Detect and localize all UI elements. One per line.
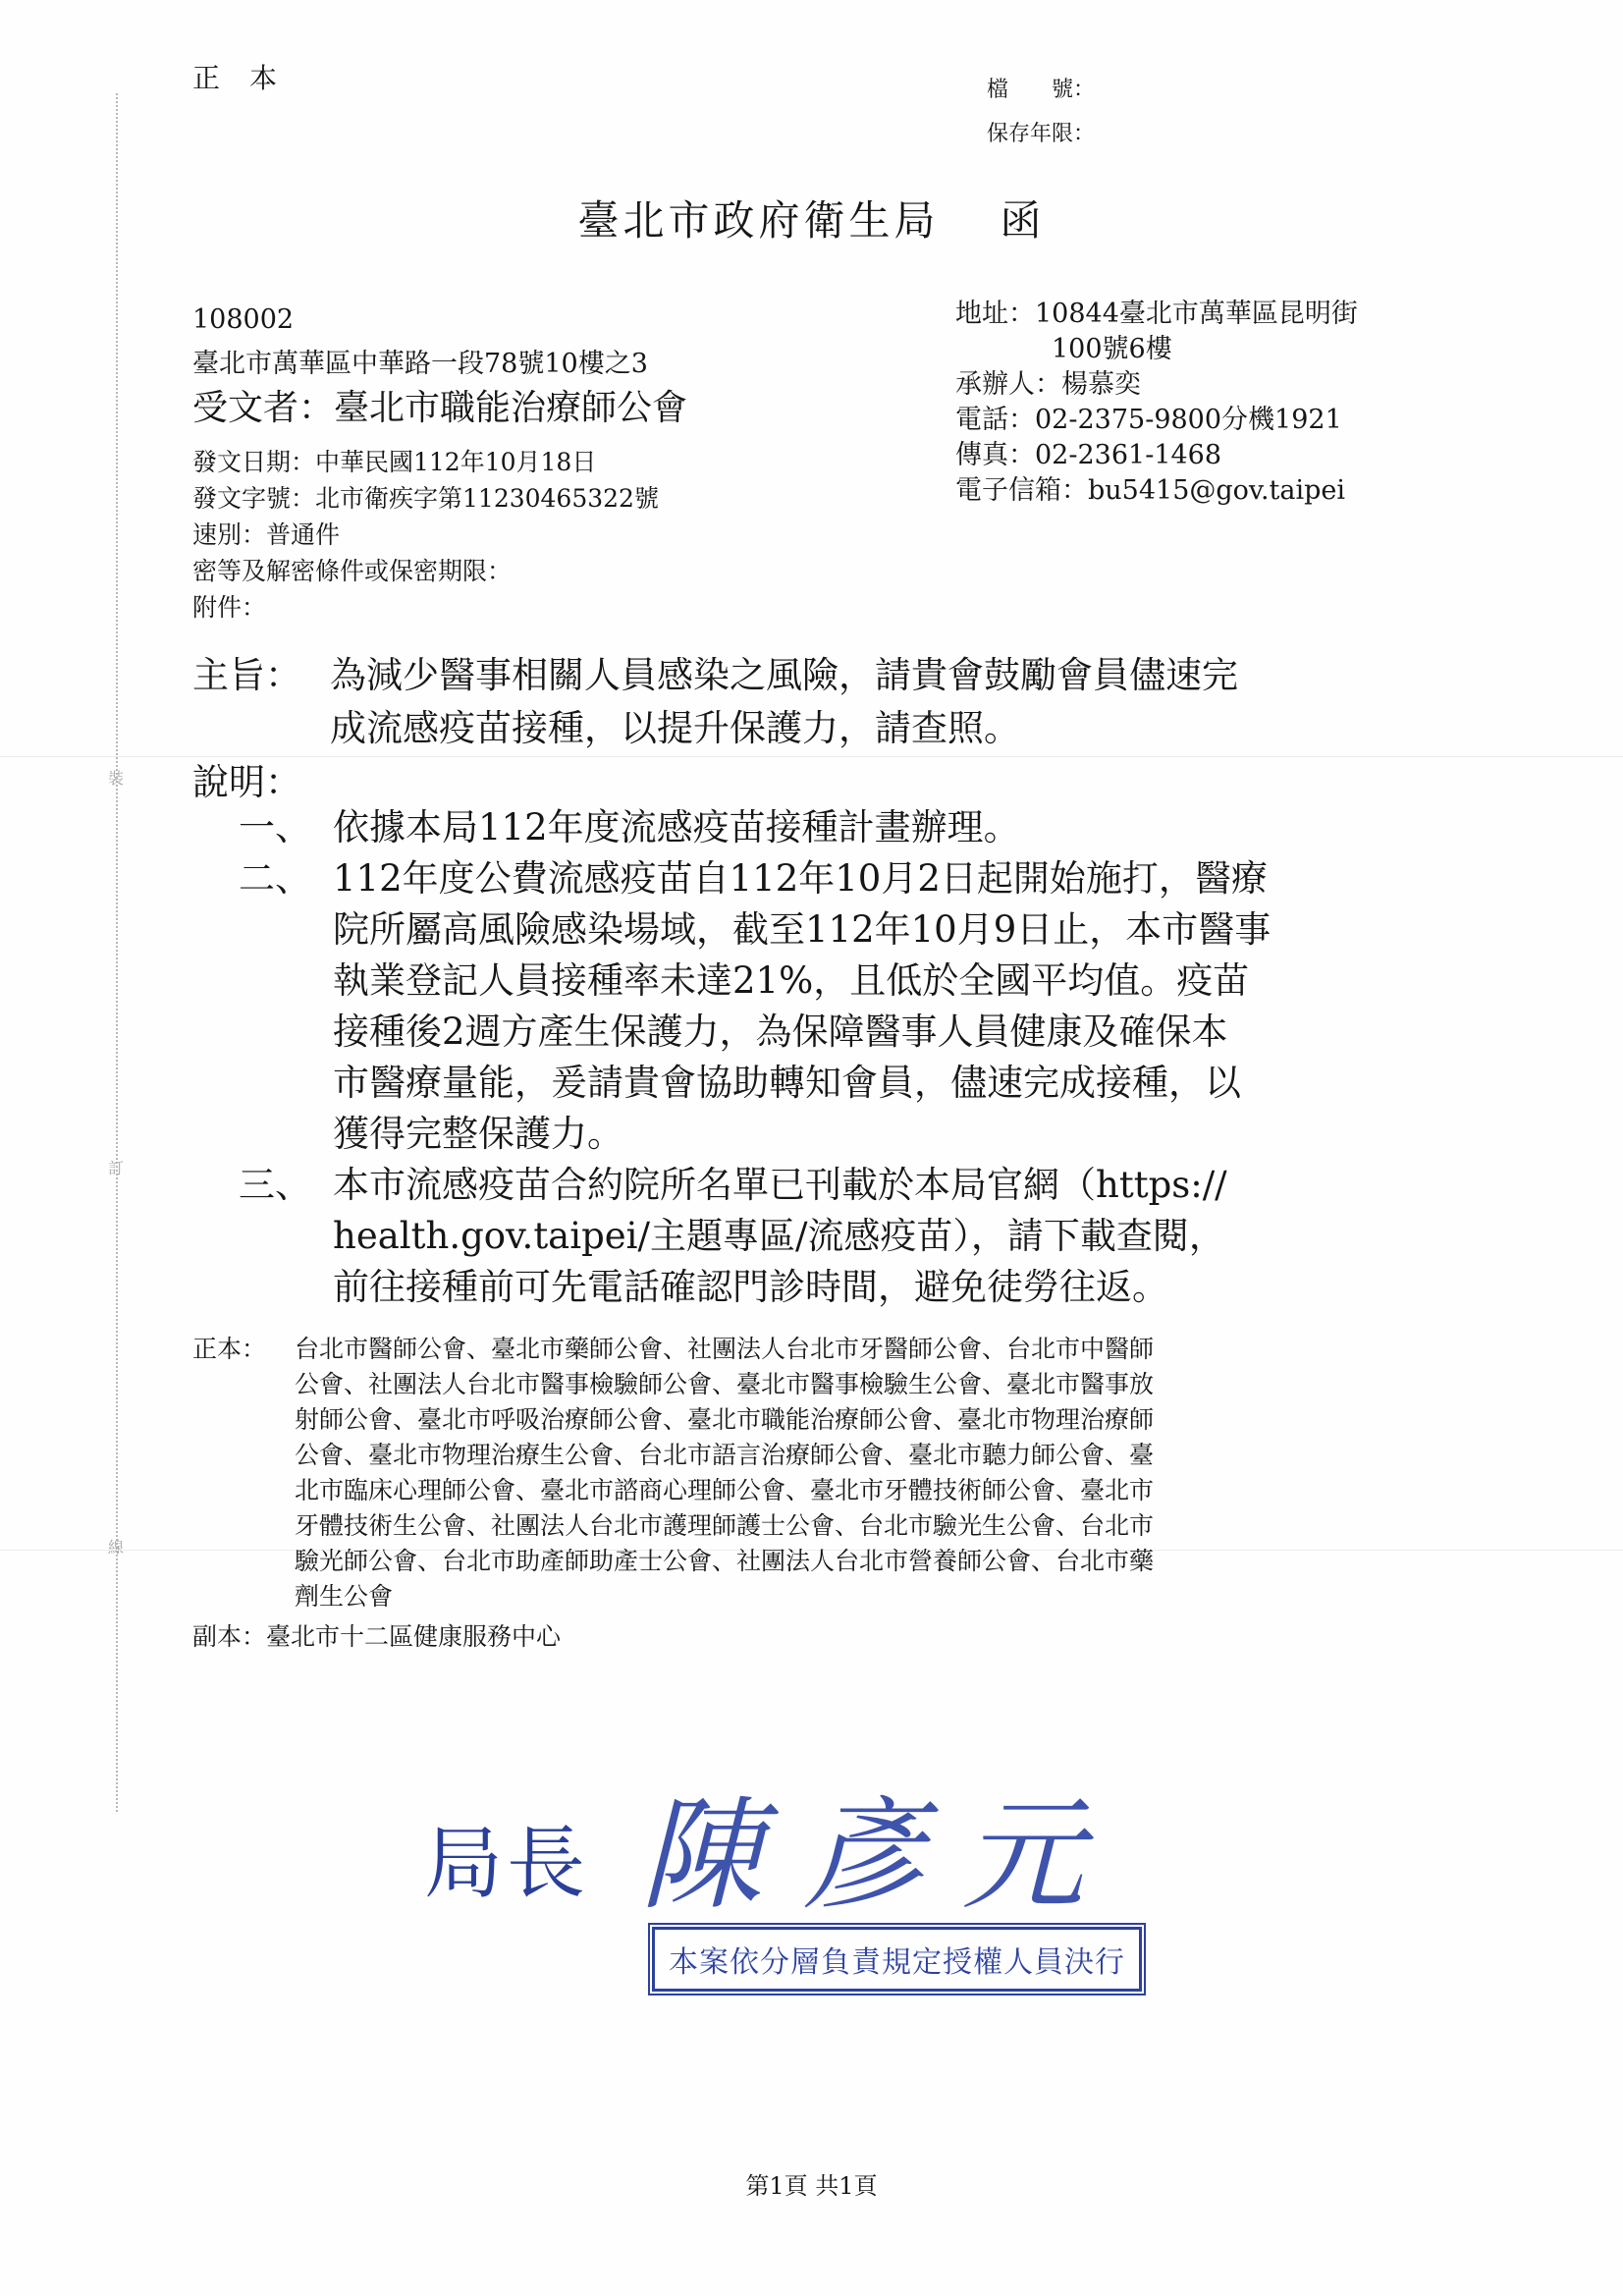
cc-line: 劑生公會 bbox=[295, 1582, 394, 1611]
issue-date: 發文日期：中華民國112年10月18日 bbox=[192, 448, 597, 476]
item-line: 執業登記人員接種率未達21%，且低於全國平均值。疫苗 bbox=[333, 959, 1250, 1002]
document-title bbox=[0, 189, 1623, 247]
document-number: 發文字號：北市衛疾字第11230465322號 bbox=[192, 484, 659, 513]
document-meta bbox=[192, 444, 659, 626]
item-line: 接種後2週方產生保護力，為保障醫事人員健康及確保本 bbox=[333, 1011, 1228, 1053]
delegation-stamp: 本案依分層負責規定授權人員決行 bbox=[652, 1927, 1142, 1992]
cc-line: 台北市醫師公會、臺北市藥師公會、社團法人台北市牙醫師公會、台北市中醫師 bbox=[295, 1335, 1155, 1363]
explanation-item-1 bbox=[239, 802, 1271, 853]
cc-line: 北市臨床心理師公會、臺北市諮商心理師公會、臺北市牙體技術師公會、臺北市 bbox=[295, 1476, 1155, 1504]
attachment: 附件： bbox=[192, 593, 267, 622]
item-number: 一、 bbox=[239, 806, 311, 848]
director-title: 局長 bbox=[424, 1818, 589, 1909]
retention-period-label: 保存年限： bbox=[987, 122, 1096, 146]
sender-phone: 電話：02-2375-9800分機1921 bbox=[955, 405, 1342, 435]
binding-mark: 訂 bbox=[108, 1159, 125, 1177]
issuing-agency: 臺北市政府衛生局 bbox=[577, 196, 940, 245]
sender-fax: 傳真：02-2361-1468 bbox=[955, 440, 1222, 470]
sender-address-cont: 100號6樓 bbox=[1052, 334, 1172, 364]
copy-label: 正本 bbox=[192, 62, 307, 94]
binding-mark: 裝 bbox=[108, 769, 125, 788]
director-signature-stamp: 陳彥元 bbox=[640, 1785, 1124, 1927]
sender-address: 地址：10844臺北市萬華區昆明街 bbox=[955, 299, 1358, 329]
explanation-item-3 bbox=[239, 1160, 1271, 1313]
item-line: 112年度公費流感疫苗自112年10月2日起開始施打，醫療 bbox=[333, 857, 1268, 900]
recipient-postcode: 108002 bbox=[192, 304, 295, 335]
file-number-label: 檔 號： bbox=[987, 78, 1096, 102]
subject-line: 為減少醫事相關人員感染之風險，請貴會鼓勵會員儘速完 bbox=[330, 654, 1238, 696]
security-class: 密等及解密條件或保密期限： bbox=[192, 557, 513, 585]
cc-line: 公會、社團法人台北市醫事檢驗師公會、臺北市醫事檢驗生公會、臺北市醫事放 bbox=[295, 1370, 1155, 1398]
sender-contact: 承辦人：楊慕奕 bbox=[955, 369, 1141, 400]
document-type: 函 bbox=[1000, 196, 1046, 245]
cc-line: 驗光師公會、台北市助產師助產士公會、社團法人台北市營養師公會、台北市藥 bbox=[295, 1547, 1155, 1575]
item-line: 前往接種前可先電話確認門診時間，避免徒勞往返。 bbox=[333, 1266, 1168, 1308]
subject-line: 成流感疫苗接種，以提升保護力，請查照。 bbox=[330, 707, 1020, 749]
subject-label: 主旨： bbox=[192, 654, 301, 696]
item-number: 二、 bbox=[239, 857, 311, 900]
speed-class: 速別：普通件 bbox=[192, 520, 341, 549]
explanation-items bbox=[239, 802, 1271, 1313]
cc-label: 正本： bbox=[192, 1335, 267, 1363]
explanation-item-2 bbox=[239, 853, 1271, 1160]
copy-recipients: 副本：臺北市十二區健康服務中心 bbox=[192, 1622, 562, 1651]
original-recipients bbox=[192, 1332, 1154, 1614]
subject bbox=[192, 649, 1238, 755]
item-line: 本市流感疫苗合約院所名單已刊載於本局官網（https:// bbox=[333, 1164, 1227, 1206]
cc-line: 射師公會、臺北市呼吸治療師公會、臺北市職能治療師公會、臺北市物理治療師 bbox=[295, 1405, 1155, 1434]
item-line: 市醫療量能，爰請貴會協助轉知會員，儘速完成接種，以 bbox=[333, 1062, 1241, 1104]
item-line: 院所屬高風險感染場域，截至112年10月9日止，本市醫事 bbox=[333, 908, 1271, 951]
page-number: 第1頁 共1頁 bbox=[745, 2172, 878, 2200]
recipient-line: 受文者：臺北市職能治療師公會 bbox=[192, 388, 688, 428]
item-line: health.gov.taipei/主題專區/流感疫苗），請下載查閱， bbox=[333, 1215, 1225, 1257]
item-line: 依據本局112年度流感疫苗接種計畫辦理。 bbox=[333, 806, 1020, 848]
cc-line: 牙體技術生公會、社團法人台北市護理師護士公會、台北市驗光生公會、台北市 bbox=[295, 1511, 1155, 1540]
cc-line: 公會、臺北市物理治療生公會、台北市語言治療師公會、臺北市聽力師公會、臺 bbox=[295, 1441, 1155, 1469]
sender-email: 電子信箱：bu5415@gov.taipei bbox=[955, 475, 1346, 506]
binding-mark: 線 bbox=[108, 1538, 125, 1557]
item-line: 獲得完整保護力。 bbox=[333, 1113, 623, 1155]
sender-info bbox=[955, 297, 1358, 509]
recipient-address: 臺北市萬華區中華路一段78號10樓之3 bbox=[192, 349, 648, 379]
explanation-label: 說明： bbox=[192, 761, 301, 803]
item-number: 三、 bbox=[239, 1164, 311, 1206]
